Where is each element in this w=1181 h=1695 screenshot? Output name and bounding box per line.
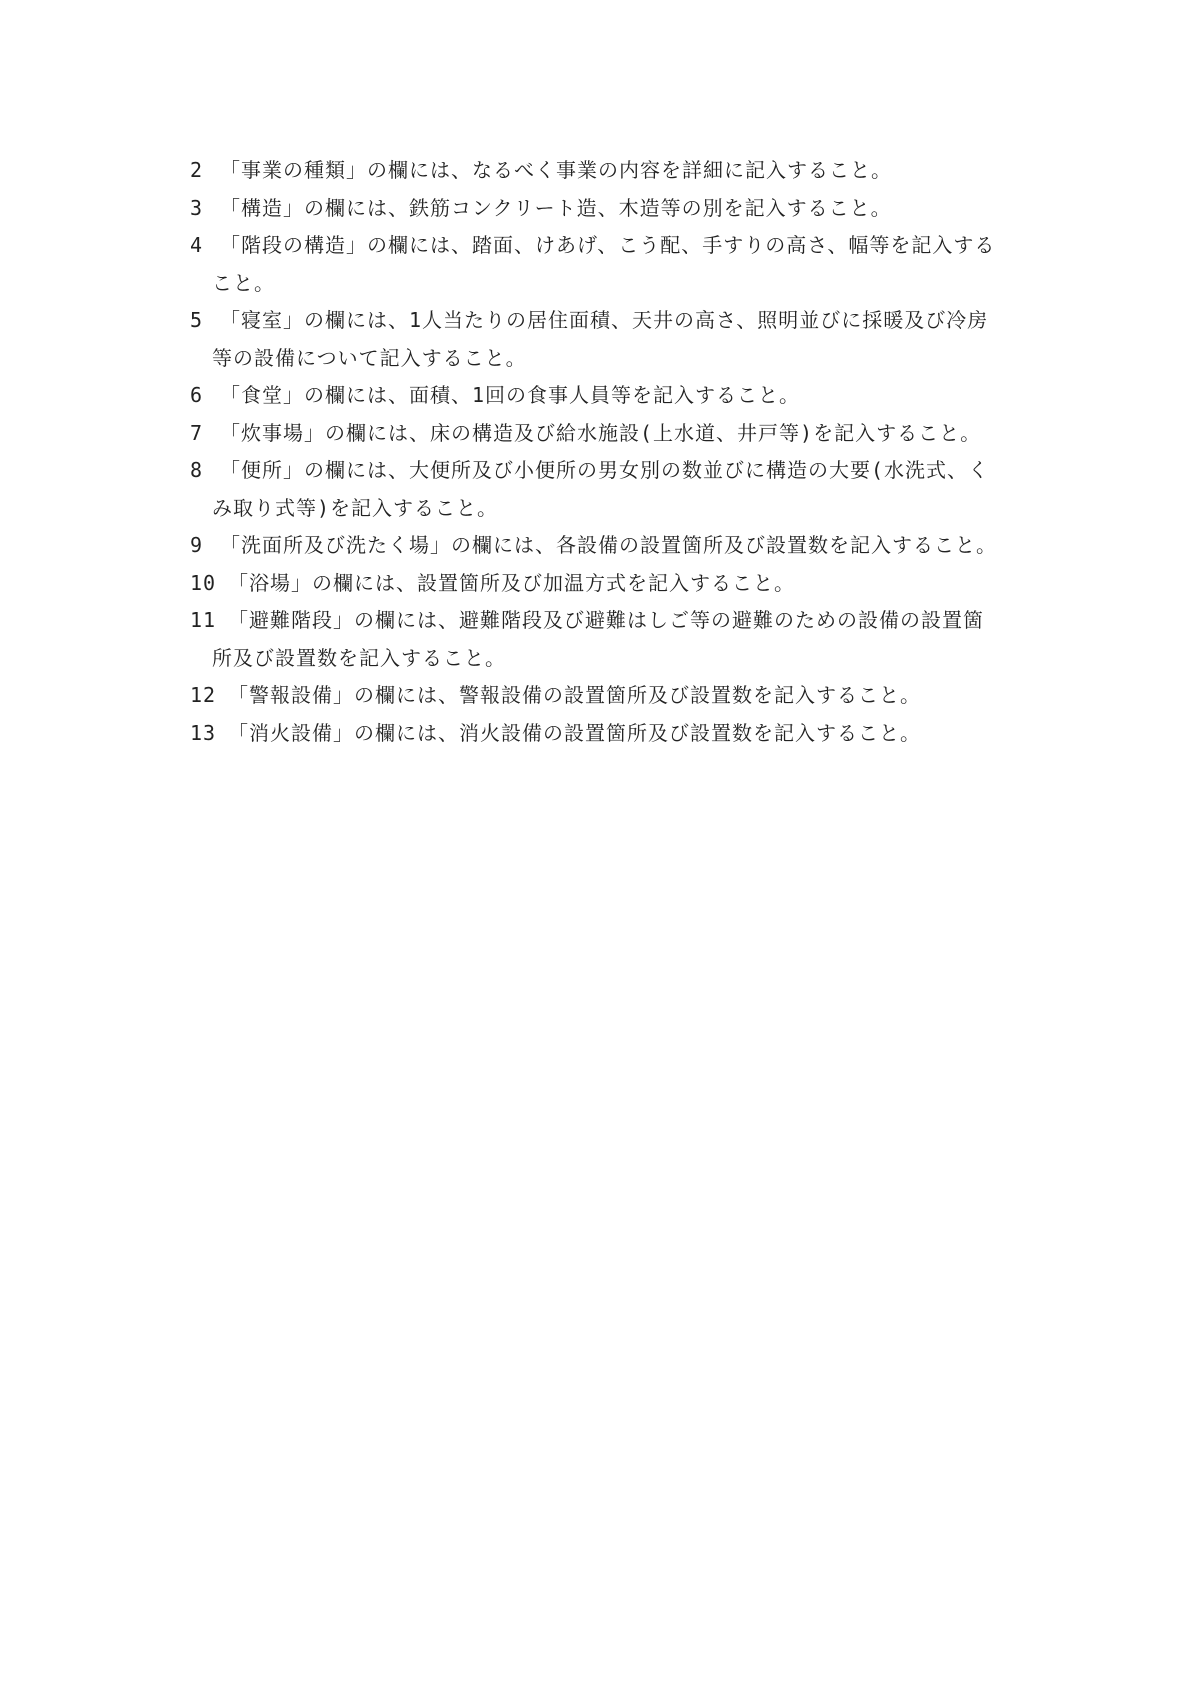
note-number: 10 <box>190 570 217 595</box>
note-item-10 <box>190 565 1035 603</box>
note-text: 「警報設備」の欄には、警報設備の設置箇所及び設置数を記入すること。 <box>228 683 921 707</box>
note-number: 12 <box>190 683 217 707</box>
note-item-6 <box>190 377 1035 415</box>
note-number: 3 <box>190 195 204 220</box>
notes-list <box>190 152 1035 752</box>
note-item-2 <box>190 152 1035 190</box>
note-text: 「避難階段」の欄には、避難階段及び避難はしご等の避難のための設備の設置箇 <box>228 608 984 632</box>
note-item-7 <box>190 415 1035 453</box>
note-text-continuation: 所及び設置数を記入すること。 <box>212 645 506 670</box>
note-item-9 <box>190 527 1035 565</box>
note-text: 「食堂」の欄には、面積、1回の食事人員等を記入すること。 <box>220 383 801 407</box>
note-number: 13 <box>190 720 217 745</box>
note-text: 「消火設備」の欄には、消火設備の設置箇所及び設置数を記入すること。 <box>228 720 921 745</box>
note-item-12 <box>190 677 1035 715</box>
note-item-11 <box>190 602 1035 677</box>
note-number: 11 <box>190 608 217 632</box>
note-item-4 <box>190 227 1035 302</box>
note-item-3 <box>190 190 1035 228</box>
note-number: 7 <box>190 420 204 445</box>
note-text-continuation: み取り式等)を記入すること。 <box>212 495 499 520</box>
note-item-5 <box>190 302 1035 377</box>
note-text: 「洗面所及び洗たく場」の欄には、各設備の設置箇所及び設置数を記入すること。 <box>220 533 997 557</box>
note-number: 5 <box>190 308 204 332</box>
note-text: 「寝室」の欄には、1人当たりの居住面積、天井の高さ、照明並びに採暖及び冷房 <box>220 308 989 332</box>
note-text: 「事業の種類」の欄には、なるべく事業の内容を詳細に記入すること。 <box>220 158 892 182</box>
note-item-8 <box>190 452 1035 527</box>
note-number: 2 <box>190 158 204 182</box>
note-number: 8 <box>190 458 204 482</box>
note-text-continuation: 等の設備について記入すること。 <box>212 345 527 370</box>
note-number: 6 <box>190 383 204 407</box>
note-number: 9 <box>190 533 204 557</box>
note-text: 「階段の構造」の欄には、踏面、けあげ、こう配、手すりの高さ、幅等を記入する <box>220 233 996 257</box>
note-text: 「構造」の欄には、鉄筋コンクリート造、木造等の別を記入すること。 <box>220 195 892 220</box>
note-item-13 <box>190 715 1035 753</box>
note-text: 「炊事場」の欄には、床の構造及び給水施設(上水道、井戸等)を記入すること。 <box>220 420 982 445</box>
note-text: 「浴場」の欄には、設置箇所及び加温方式を記入すること。 <box>228 570 795 595</box>
note-text-continuation: こと。 <box>212 270 275 295</box>
note-text: 「便所」の欄には、大便所及び小便所の男女別の数並びに構造の大要(水洗式、く <box>220 458 990 482</box>
note-number: 4 <box>190 233 204 257</box>
